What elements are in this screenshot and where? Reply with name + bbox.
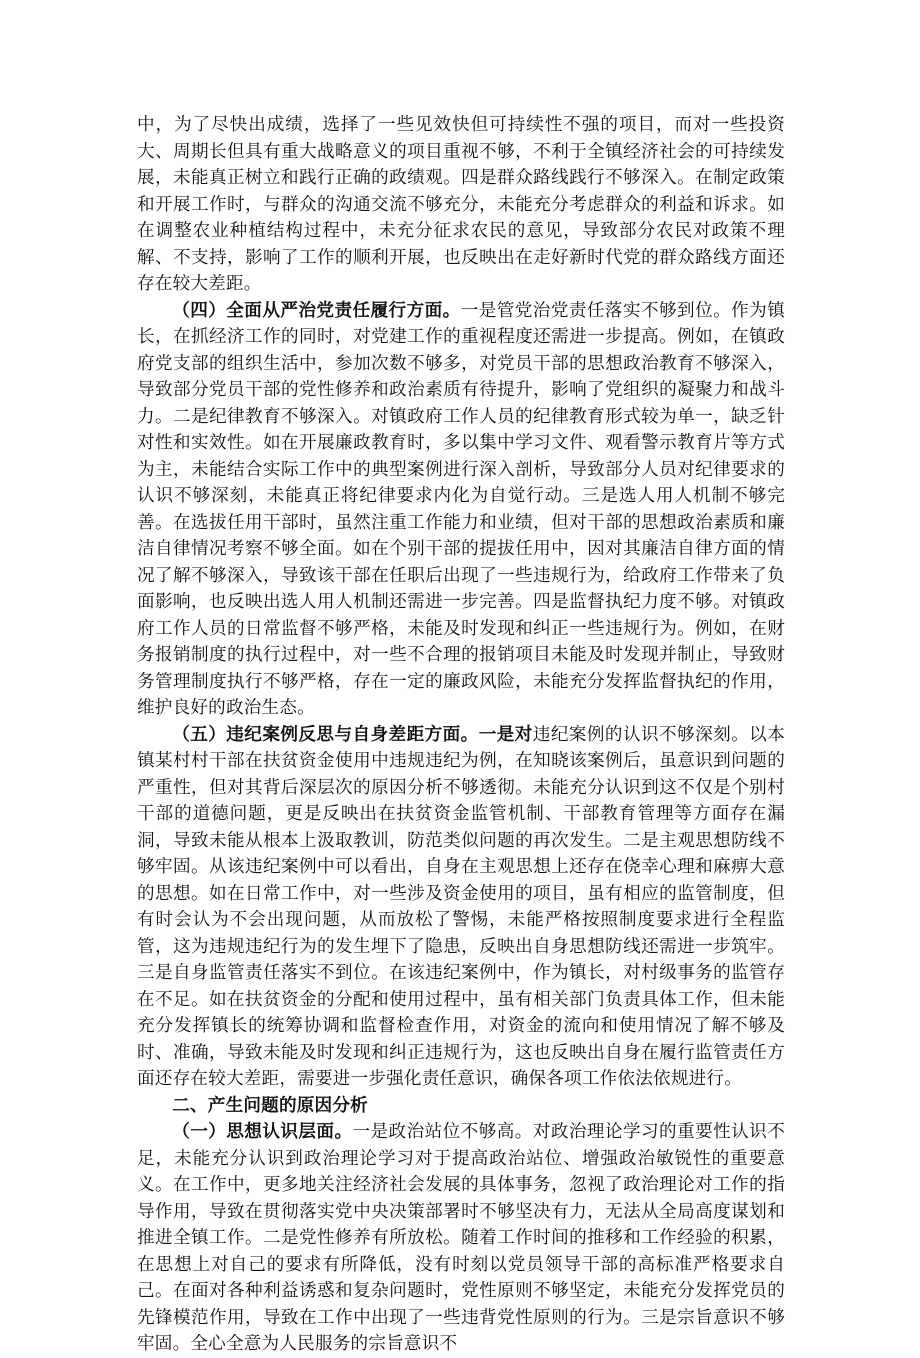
paragraph-section-4 [137,298,785,722]
section-body-4: 一是管党治党责任落实不够到位。作为镇长，在抓经济工作的同时，对党建工作的重视程度还需进一步提高。例如，在镇政府党支部的组织生活中，参加次数不够多，对党员干部的思想政治教育不够深入，导致部分党员干部的党性修养和政治素质有待提升，影响了党组织的凝聚力和战斗力。二是纪律教育不够深入。对镇政府工作人员的纪律教育形式较为单一，缺乏针对性和实效性。如在开展廉政教育时，多以集中学习文件、观看警示教育片等方式为主，未能结合实际工作中的典型案例进行深入剖析，导致部分人员对纪律要求的认识不够深刻，未能真正将纪律要求内化为自觉行动。三是选人用人机制不够完善。在选拔任用干部时，虽然注重工作能力和业绩，但对干部的思想政治素质和廉洁自律情况考察不够全面。如在个别干部的提拔任用中，因对其廉洁自律方面的情况了解不够深入，导致该干部在任职后出现了一些违规行为，给政府工作带来了负面影响，也反映出选人用人机制还需进一步完善。四是监督执纪力度不够。对镇政府工作人员的日常监督不够严格，未能及时发现和纠正一些违规行为。例如，在财务报销制度的执行过程中，对一些不合理的报销项目未能及时发现并制止，导致财务管理制度执行不够严格，存在一定的廉政风险，未能充分发挥监督执纪的作用，维护良好的政治生态。 [137,300,786,718]
subsection-heading-1: （一）思想认识层面。 [172,1121,353,1142]
document-body [137,112,785,1358]
section-heading-5: （五）违纪案例反思与自身差距方面。一是对 [172,723,533,745]
subsection-body-1: 一是政治站位不够高。对政治理论学习的重要性认识不足，未能充分认识到政治理论学习对于提高政治站位、增强政治敏锐性的重要意义。在工作中，更多地关注经济社会发展的具体事务，忽视了政治理论对工作的指导作用，导致在贯彻落实党中央决策部署时不够坚决有力，无法从全局高度谋划和推进全镇工作。二是党性修养有所放松。随着工作时间的推移和工作经验的积累，在思想上对自己的要求有所降低，没有时刻以党员领导干部的高标准严格要求自己。在面对各种利益诱惑和复杂问题时，党性原则不够坚定，未能充分发挥党员的先锋模范作用，导致在工作中出现了一些违背党性原则的行为。三是宗旨意识不够牢固。全心全意为人民服务的宗旨意识不 [137,1122,785,1354]
paragraph-subsection-1 [137,1119,785,1358]
paragraph-continuation: 中，为了尽快出成绩，选择了一些见效快但可持续性不强的项目，而对一些投资大、周期长但具有重大战略意义的项目重视不够，不利于全镇经济社会的可持续发展，未能真正树立和践行正确的政绩观。四是群众路线践行不够深入。在制定政策和开展工作时，与群众的沟通交流不够充分，未能充分考虑群众的利益和诉求。如在调整农业种植结构过程中，未充分征求农民的意见，导致部分农民对政策不理解、不支持，影响了工作的顺利开展，也反映出在走好新时代党的群众路线方面还存在较大差距。 [137,115,785,294]
section-heading-4: （四）全面从严治党责任履行方面。 [172,299,461,321]
section-body-5: 违纪案例的认识不够深刻。以本镇某村村干部在扶贫资金使用中违规违纪为例，在知晓该案例后，虽意识到问题的严重性，但对其背后深层次的原因分析不够透彻。未能充分认识到这不仅是个别村干部的道德问题，更是反映出在扶贫资金监管机制、干部教育管理等方面存在漏洞，导致未能从根本上汲取教训，防范类似问题的再次发生。二是主观思想防线不够牢固。从该违纪案例中可以看出，自身在主观思想上还存在侥幸心理和麻痹大意的思想。如在日常工作中，对一些涉及资金使用的项目，虽有相应的监管制度，但有时会认为不会出现问题，从而放松了警惕，未能严格按照制度要求进行全程监管，这为违规违纪行为的发生埋下了隐患，反映出自身思想防线还需进一步筑牢。三是自身监管责任落实不到位。在该违纪案例中，作为镇长，对村级事务的监管存在不足。如在扶贫资金的分配和使用过程中，虽有相关部门负责具体工作，但未能充分发挥镇长的统筹协调和监督检查作用，对资金的流向和使用情况了解不够及时、准确，导致未能及时发现和纠正违规行为，这也反映出自身在履行监管责任方面还存在较大差距，需要进一步强化责任意识，确保各项工作依法依规进行。 [137,724,785,1089]
chapter-heading-2: 二、产生问题的原因分析 [172,1094,368,1116]
paragraph-section-5 [137,722,785,1093]
